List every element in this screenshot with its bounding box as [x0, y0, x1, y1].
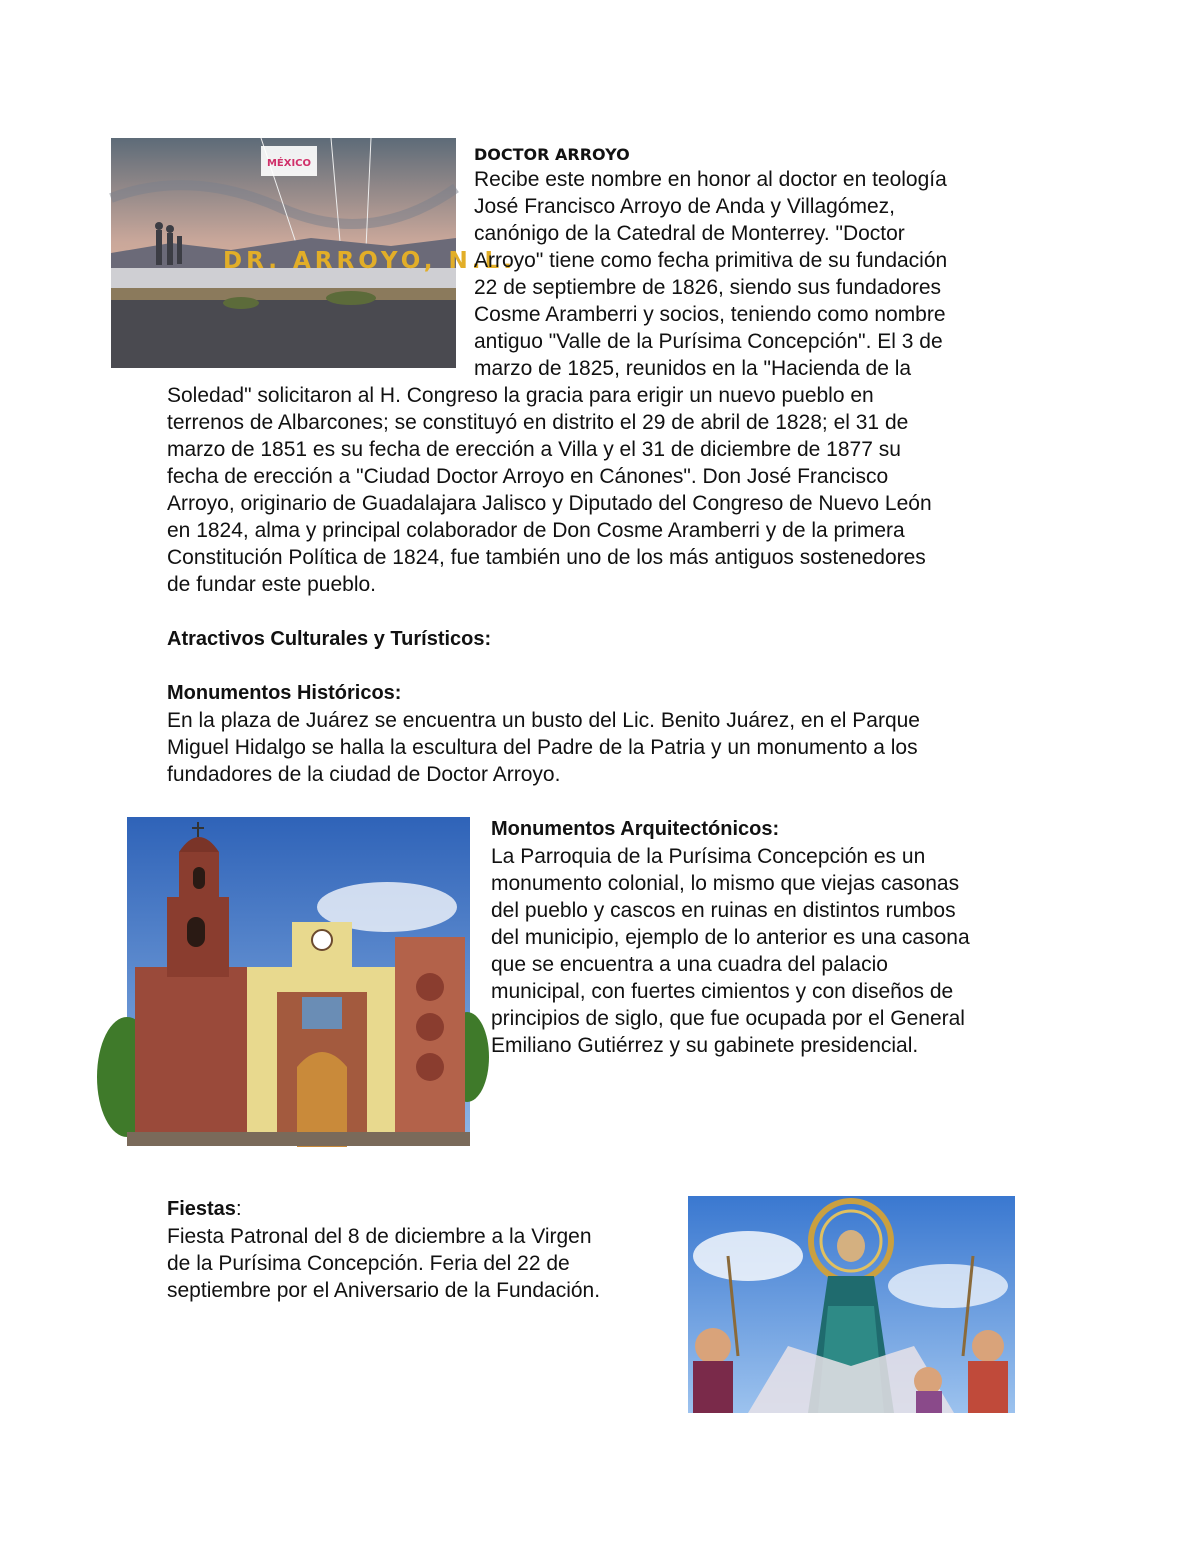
paragraph-line: en 1824, alma y principal colaborador de Don Cosme Aramberri y de la primera — [167, 519, 905, 542]
paragraph-line: La Parroquia de la Purísima Concepción es un — [491, 845, 926, 868]
section-title: DOCTOR ARROYO — [474, 145, 630, 164]
intro-paragraph-wrapped — [474, 166, 1034, 382]
paragraph-line: canónigo de la Catedral de Monterrey. "Doctor — [474, 222, 905, 245]
fiestas-heading-row — [167, 1196, 242, 1223]
paragraph-line: de fundar este pueblo. — [167, 573, 376, 596]
paragraph-line: monumento colonial, lo mismo que viejas casonas — [491, 872, 960, 895]
architecture-paragraph — [491, 843, 1051, 1059]
paragraph-line: Soledad" solicitaron al H. Congreso la gracia para erigir un nuevo pueblo en — [167, 384, 874, 407]
paragraph-line: Arroyo, originario de Guadalajara Jalisco y Diputado del Congreso de Nuevo León — [167, 492, 932, 515]
paragraph-line: terrenos de Albarcones; se constituyó en distrito el 29 de abril de 1828; el 31 de — [167, 411, 909, 434]
paragraph-line: Fiesta Patronal del 8 de diciembre a la Virgen — [167, 1225, 592, 1248]
town-sign-photo — [111, 138, 516, 368]
paragraph-line: Miguel Hidalgo se halla la escultura del Padre de la Patria y un monumento a los — [167, 736, 918, 759]
paragraph-line: Cosme Aramberri y socios, teniendo como nombre — [474, 303, 946, 326]
fiestas-colon: : — [235, 1198, 242, 1220]
paragraph-line: del municipio, ejemplo de lo anterior es una casona — [491, 926, 970, 949]
paragraph-line: José Francisco Arroyo de Anda y Villagómez, — [474, 195, 895, 218]
attractions-heading: Atractivos Culturales y Turísticos: — [167, 628, 492, 650]
paragraph-line: marzo de 1851 es su fecha de erección a Villa y el 31 de diciembre de 1877 su — [167, 438, 901, 461]
intro-paragraph-full — [167, 382, 1047, 598]
paragraph-line: fundadores de la ciudad de Doctor Arroyo. — [167, 763, 561, 786]
paragraph-line: septiembre por el Aniversario de la Fundación. — [167, 1279, 601, 1302]
paragraph-line: antiguo "Valle de la Purísima Concepción". El 3 de — [474, 330, 943, 353]
paragraph-line: Emiliano Gutiérrez y su gabinete presidencial. — [491, 1034, 919, 1057]
paragraph-line: de la Purísima Concepción. Feria del 22 de — [167, 1252, 570, 1275]
paragraph-line: Constitución Política de 1824, fue también uno de los más antiguos sostenedores — [167, 546, 926, 569]
paragraph-line: marzo de 1825, reunidos en la "Hacienda de la — [474, 357, 912, 380]
historic-paragraph — [167, 707, 1047, 788]
paragraph-line: 22 de septiembre de 1826, siendo sus fundadores — [474, 276, 941, 299]
church-photo — [127, 817, 470, 1146]
paragraph-line: principios de siglo, que fue ocupada por el General — [491, 1007, 965, 1030]
paragraph-line: En la plaza de Juárez se encuentra un busto del Lic. Benito Juárez, en el Parque — [167, 709, 920, 732]
paragraph-line: Recibe este nombre en honor al doctor en teología — [474, 168, 947, 191]
historic-heading: Monumentos Históricos: — [167, 682, 402, 704]
paragraph-line: fecha de erección a "Ciudad Doctor Arroyo en Cánones". Don José Francisco — [167, 465, 889, 488]
fiestas-heading: Fiestas — [167, 1198, 236, 1220]
paragraph-line: municipal, con fuertes cimientos y con diseños de — [491, 980, 954, 1003]
mexico-logo: MÉXICO — [266, 158, 312, 169]
paragraph-line: que se encuentra a una cuadra del palacio — [491, 953, 888, 976]
architecture-heading: Monumentos Arquitectónicos: — [491, 818, 780, 840]
virgin-statue-photo — [688, 1196, 1015, 1413]
sign-letters: DR. ARROYO, N.L. — [223, 248, 516, 274]
paragraph-line: Arroyo" tiene como fecha primitiva de su fundación — [474, 249, 948, 272]
paragraph-line: del pueblo y cascos en ruinas en distintos rumbos — [491, 899, 956, 922]
fiestas-paragraph — [167, 1223, 667, 1304]
